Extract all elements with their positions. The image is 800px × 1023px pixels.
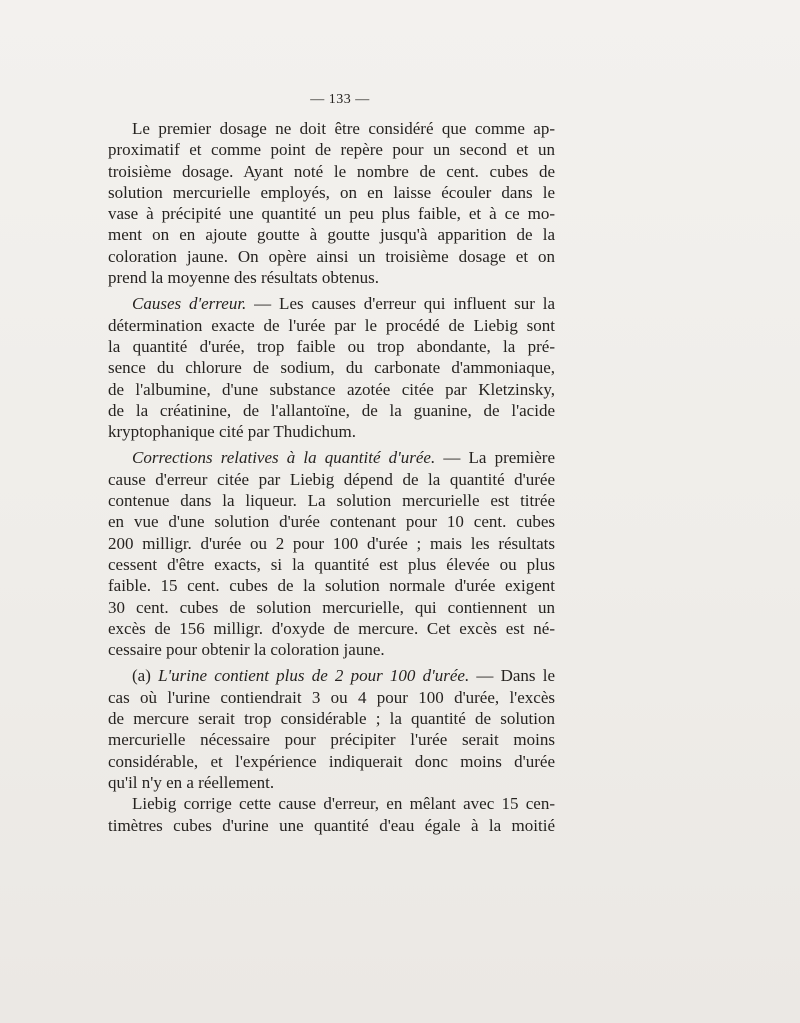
text-line: ment on en ajoute goutte à goutte jusqu'à apparition de la	[108, 225, 555, 245]
text-line: coloration jaune. On opère ainsi un troisième dosage et on	[108, 246, 555, 266]
text-line: 200 milligr. d'urée ou 2 pour 100 d'urée ; mais les résultats	[108, 533, 555, 553]
text-line	[108, 293, 555, 314]
text-line: prend la moyenne des résultats obtenus.	[108, 268, 379, 288]
text-line: 30 cent. cubes de solution mercurielle, qui contiennent un	[108, 597, 555, 617]
text-line: troisième dosage. Ayant noté le nombre de cent. cubes de	[108, 161, 555, 181]
text-line	[108, 665, 555, 686]
paragraph-causes-erreur	[108, 293, 555, 442]
text-line: Liebig corrige cette cause d'erreur, en mêlant avec 15 cen-	[132, 794, 555, 814]
text-line: excès de 156 milligr. d'oxyde de mercure. Cet excès est né-	[108, 618, 555, 638]
text-line: solution mercurielle employés, on en laisse écouler dans le	[108, 182, 555, 202]
text-line: sence du chlorure de sodium, du carbonate d'ammoniaque,	[108, 358, 555, 378]
text-line: en vue d'une solution d'urée contenant pour 10 cent. cubes	[108, 512, 555, 532]
text-line	[108, 447, 555, 468]
section-heading: Corrections relatives à la quantité d'urée.	[132, 448, 436, 468]
section-heading: Causes d'erreur.	[132, 294, 247, 314]
heading-continuation: — Dans le	[469, 666, 555, 686]
text-line: proximatif et comme point de repère pour un second et un	[108, 140, 555, 160]
text-line: de la créatinine, de l'allantoïne, de la guanine, de l'acide	[108, 400, 555, 420]
text-line: de mercure serait trop considérable ; la quantité de solution	[108, 709, 555, 729]
paragraph-urine-contient	[108, 665, 555, 793]
text-line: cause d'erreur citée par Liebig dépend de la quantité d'urée	[108, 469, 555, 489]
text-line: timètres cubes d'urine une quantité d'eau égale à la moitié	[108, 815, 555, 835]
body-text	[108, 118, 555, 836]
text-line: cessaire pour obtenir la coloration jaune.	[108, 640, 385, 660]
text-line: contenue dans la liqueur. La solution mercurielle est titrée	[108, 491, 555, 511]
text-line: considérable, et l'expérience indiquerait donc moins d'urée	[108, 751, 555, 771]
text-line: kryptophanique cité par Thudichum.	[108, 422, 357, 442]
text-line: détermination exacte de l'urée par le procédé de Liebig sont	[108, 315, 555, 335]
text-line: mercurielle nécessaire pour précipiter l'urée serait moins	[108, 730, 555, 750]
text-line: de l'albumine, d'une substance azotée citée par Kletzinsky,	[108, 379, 555, 399]
text-line: cas où l'urine contiendrait 3 ou 4 pour 100 d'urée, l'excès	[108, 687, 555, 707]
section-heading: L'urine contient plus de 2 pour 100 d'urée.	[158, 666, 470, 686]
text-line: cessent d'être exacts, si la quantité est plus élevée ou plus	[108, 554, 555, 574]
text-line: la quantité d'urée, trop faible ou trop abondante, la pré-	[108, 336, 555, 356]
paragraph-corrections	[108, 447, 555, 660]
paragraph-1	[108, 118, 555, 288]
text-line: Le premier dosage ne doit être considéré que comme ap-	[132, 119, 555, 138]
heading-continuation: — La première	[435, 448, 555, 468]
text-line: qu'il n'y en a réellement.	[108, 772, 275, 792]
paragraph-liebig-corrige	[108, 793, 555, 836]
heading-continuation: — Les causes d'erreur qui influent sur la	[246, 294, 555, 314]
text-line: vase à précipité une quantité un peu plus faible, et à ce mo-	[108, 204, 555, 224]
item-marker: (a)	[132, 666, 159, 686]
page-number: — 133 —	[310, 92, 370, 107]
text-line: faible. 15 cent. cubes de la solution normale d'urée exigent	[108, 576, 555, 596]
